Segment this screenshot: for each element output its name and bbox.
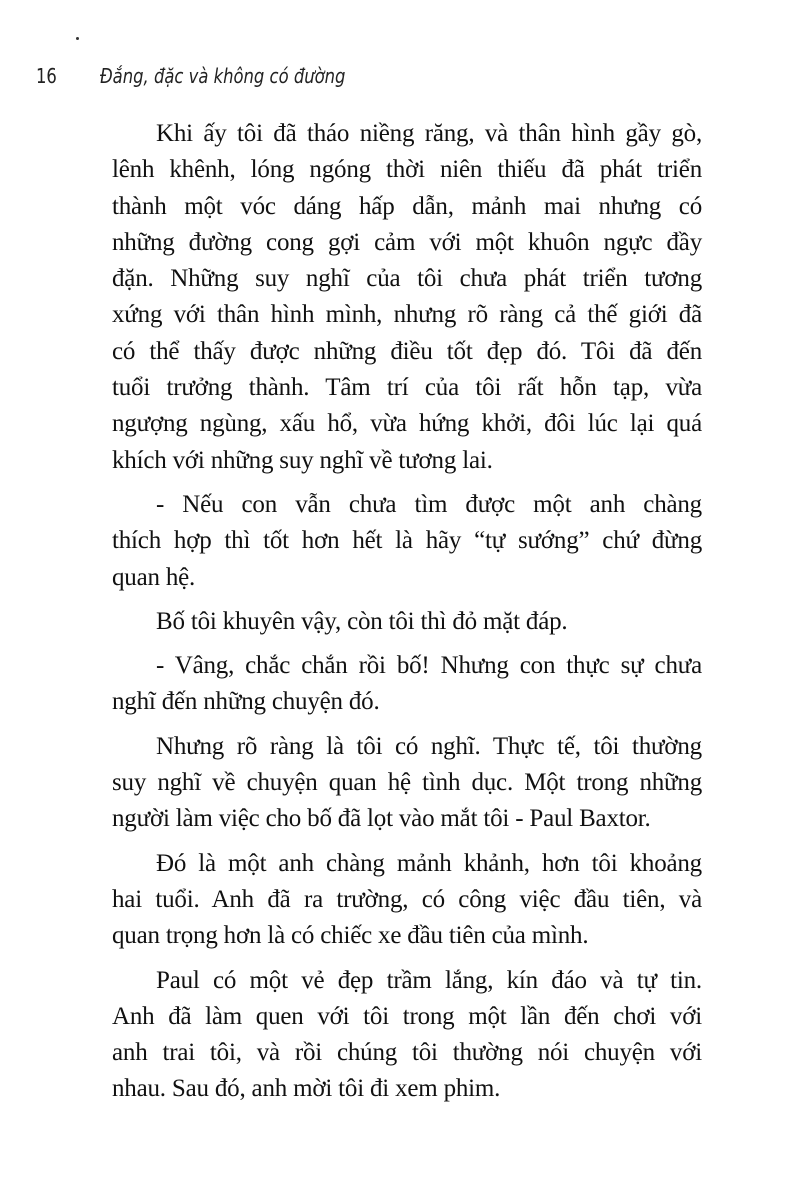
paragraph [112, 116, 702, 479]
paragraph [112, 729, 702, 838]
text-line: xứng với thân hình mình, nhưng rõ ràng cả thế giới đã [112, 301, 702, 329]
running-header [36, 64, 345, 88]
text-line: suy nghĩ về chuyện quan hệ tình dục. Một trong những [112, 769, 702, 797]
body-text [112, 116, 702, 1116]
text-line: Khi ấy tôi đã tháo niềng răng, và thân hình gầy gò, [156, 120, 702, 147]
text-line: những đường cong gợi cảm với một khuôn ngực đầy [112, 228, 702, 256]
paragraph [112, 846, 702, 955]
paragraph [112, 963, 702, 1108]
text-line: Anh đã làm quen với tôi trong một lần đến chơi với [112, 1002, 702, 1030]
text-line: nhau. Sau đó, anh mời tôi đi xem phim. [112, 1075, 501, 1103]
text-line: Đó là một anh chàng mảnh khảnh, hơn tôi khoảng [156, 849, 702, 877]
book-title: Đắng, đặc và không có đường [99, 64, 346, 88]
text-line: - Nếu con vẫn chưa tìm được một anh chàng [156, 490, 702, 518]
text-line: ngượng ngùng, xấu hổ, vừa hứng khởi, đôi lúc lại quá [112, 410, 702, 438]
text-line: anh trai tôi, và rồi chúng tôi thường nói chuyện với [112, 1039, 702, 1067]
text-line: hai tuổi. Anh đã ra trường, có công việc đầu tiên, và [112, 885, 702, 913]
text-line: thích hợp thì tốt hơn hết là hãy “tự sướng” chứ đừng [112, 527, 702, 555]
text-line: quan trọng hơn là có chiếc xe đầu tiên của mình. [112, 922, 589, 950]
text-line: đặn. Những suy nghĩ của tôi chưa phát triển tương [112, 265, 702, 293]
text-line: nghĩ đến những chuyện đó. [112, 688, 380, 716]
text-line: người làm việc cho bố đã lọt vào mắt tôi - Paul Baxtor. [112, 805, 651, 833]
scan-speck [76, 37, 79, 40]
text-line: Bố tôi khuyên vậy, còn tôi thì đỏ mặt đáp. [156, 607, 568, 635]
text-line: Paul có một vẻ đẹp trầm lắng, kín đáo và tự tin. [156, 966, 702, 994]
page-number: 16 [36, 64, 57, 88]
text-line: khích với những suy nghĩ về tương lai. [112, 446, 493, 474]
text-line: thành một vóc dáng hấp dẫn, mảnh mai nhưng có [112, 192, 702, 220]
text-line: có thể thấy được những điều tốt đẹp đó. Tôi đã đến [112, 337, 702, 365]
text-line: lênh khênh, lóng ngóng thời niên thiếu đã phát triển [112, 156, 702, 184]
text-line: quan hệ. [112, 563, 196, 591]
text-line: Nhưng rõ ràng là tôi có nghĩ. Thực tế, tôi thường [156, 732, 702, 760]
paragraph [112, 604, 702, 640]
text-line: tuổi trưởng thành. Tâm trí của tôi rất hỗn tạp, vừa [112, 374, 702, 402]
paragraph [112, 487, 702, 596]
paragraph [112, 648, 702, 721]
text-line: - Vâng, chắc chắn rồi bố! Nhưng con thực sự chưa [156, 652, 702, 680]
